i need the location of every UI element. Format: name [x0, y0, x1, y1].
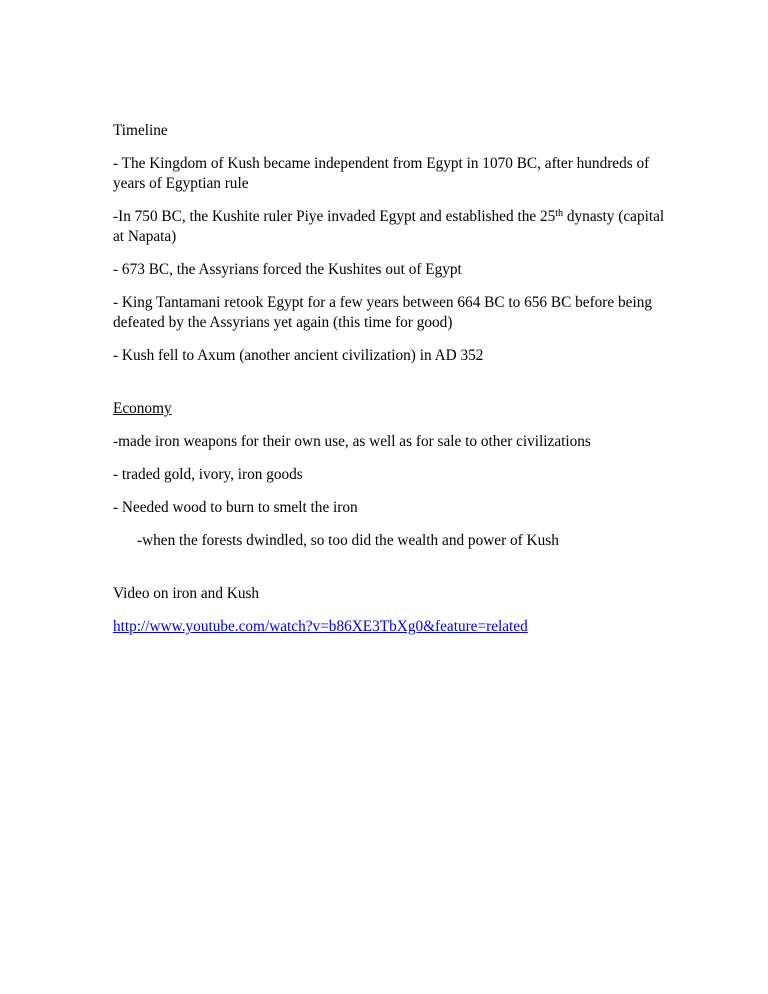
timeline-item-assyrians: - 673 BC, the Assyrians forced the Kushites out of Egypt: [113, 261, 462, 278]
video-heading: Video on iron and Kush: [113, 585, 260, 602]
timeline-item-piye-text-end: dynasty (capital at Napata): [113, 208, 665, 245]
timeline-item-tantamani: - King Tantamani retook Egypt for a few years between 664 BC to 656 BC before being defeated by the Assyrians yet again (this time for good): [113, 294, 652, 331]
ordinal-suffix: th: [555, 207, 564, 219]
document-body: [113, 121, 673, 650]
timeline-item-axum: - Kush fell to Axum (another ancient civilization) in AD 352: [113, 347, 484, 364]
youtube-video-link[interactable]: http://www.youtube.com/watch?v=b86XE3TbXg0&feature=related: [113, 618, 528, 635]
timeline-item-kush-independence: - The Kingdom of Kush became independent from Egypt in 1070 BC, after hundreds of years of Egyptian rule: [113, 155, 650, 192]
timeline-item-piye-text: -In 750 BC, the Kushite ruler Piye invaded Egypt and established the 25: [113, 208, 556, 225]
section-spacer: [113, 564, 673, 584]
economy-item-wood: - Needed wood to burn to smelt the iron: [113, 499, 358, 516]
economy-item-forests: -when the forests dwindled, so too did the wealth and power of Kush: [137, 532, 559, 549]
economy-item-trade: - traded gold, ivory, iron goods: [113, 466, 303, 483]
timeline-item-piye-invasion: [113, 207, 673, 247]
economy-heading: Economy: [113, 400, 172, 417]
section-spacer: [113, 379, 673, 399]
timeline-heading: Timeline: [113, 122, 168, 139]
video-link-paragraph: [113, 617, 673, 637]
economy-item-iron-weapons: -made iron weapons for their own use, as well as for sale to other civilizations: [113, 433, 591, 450]
